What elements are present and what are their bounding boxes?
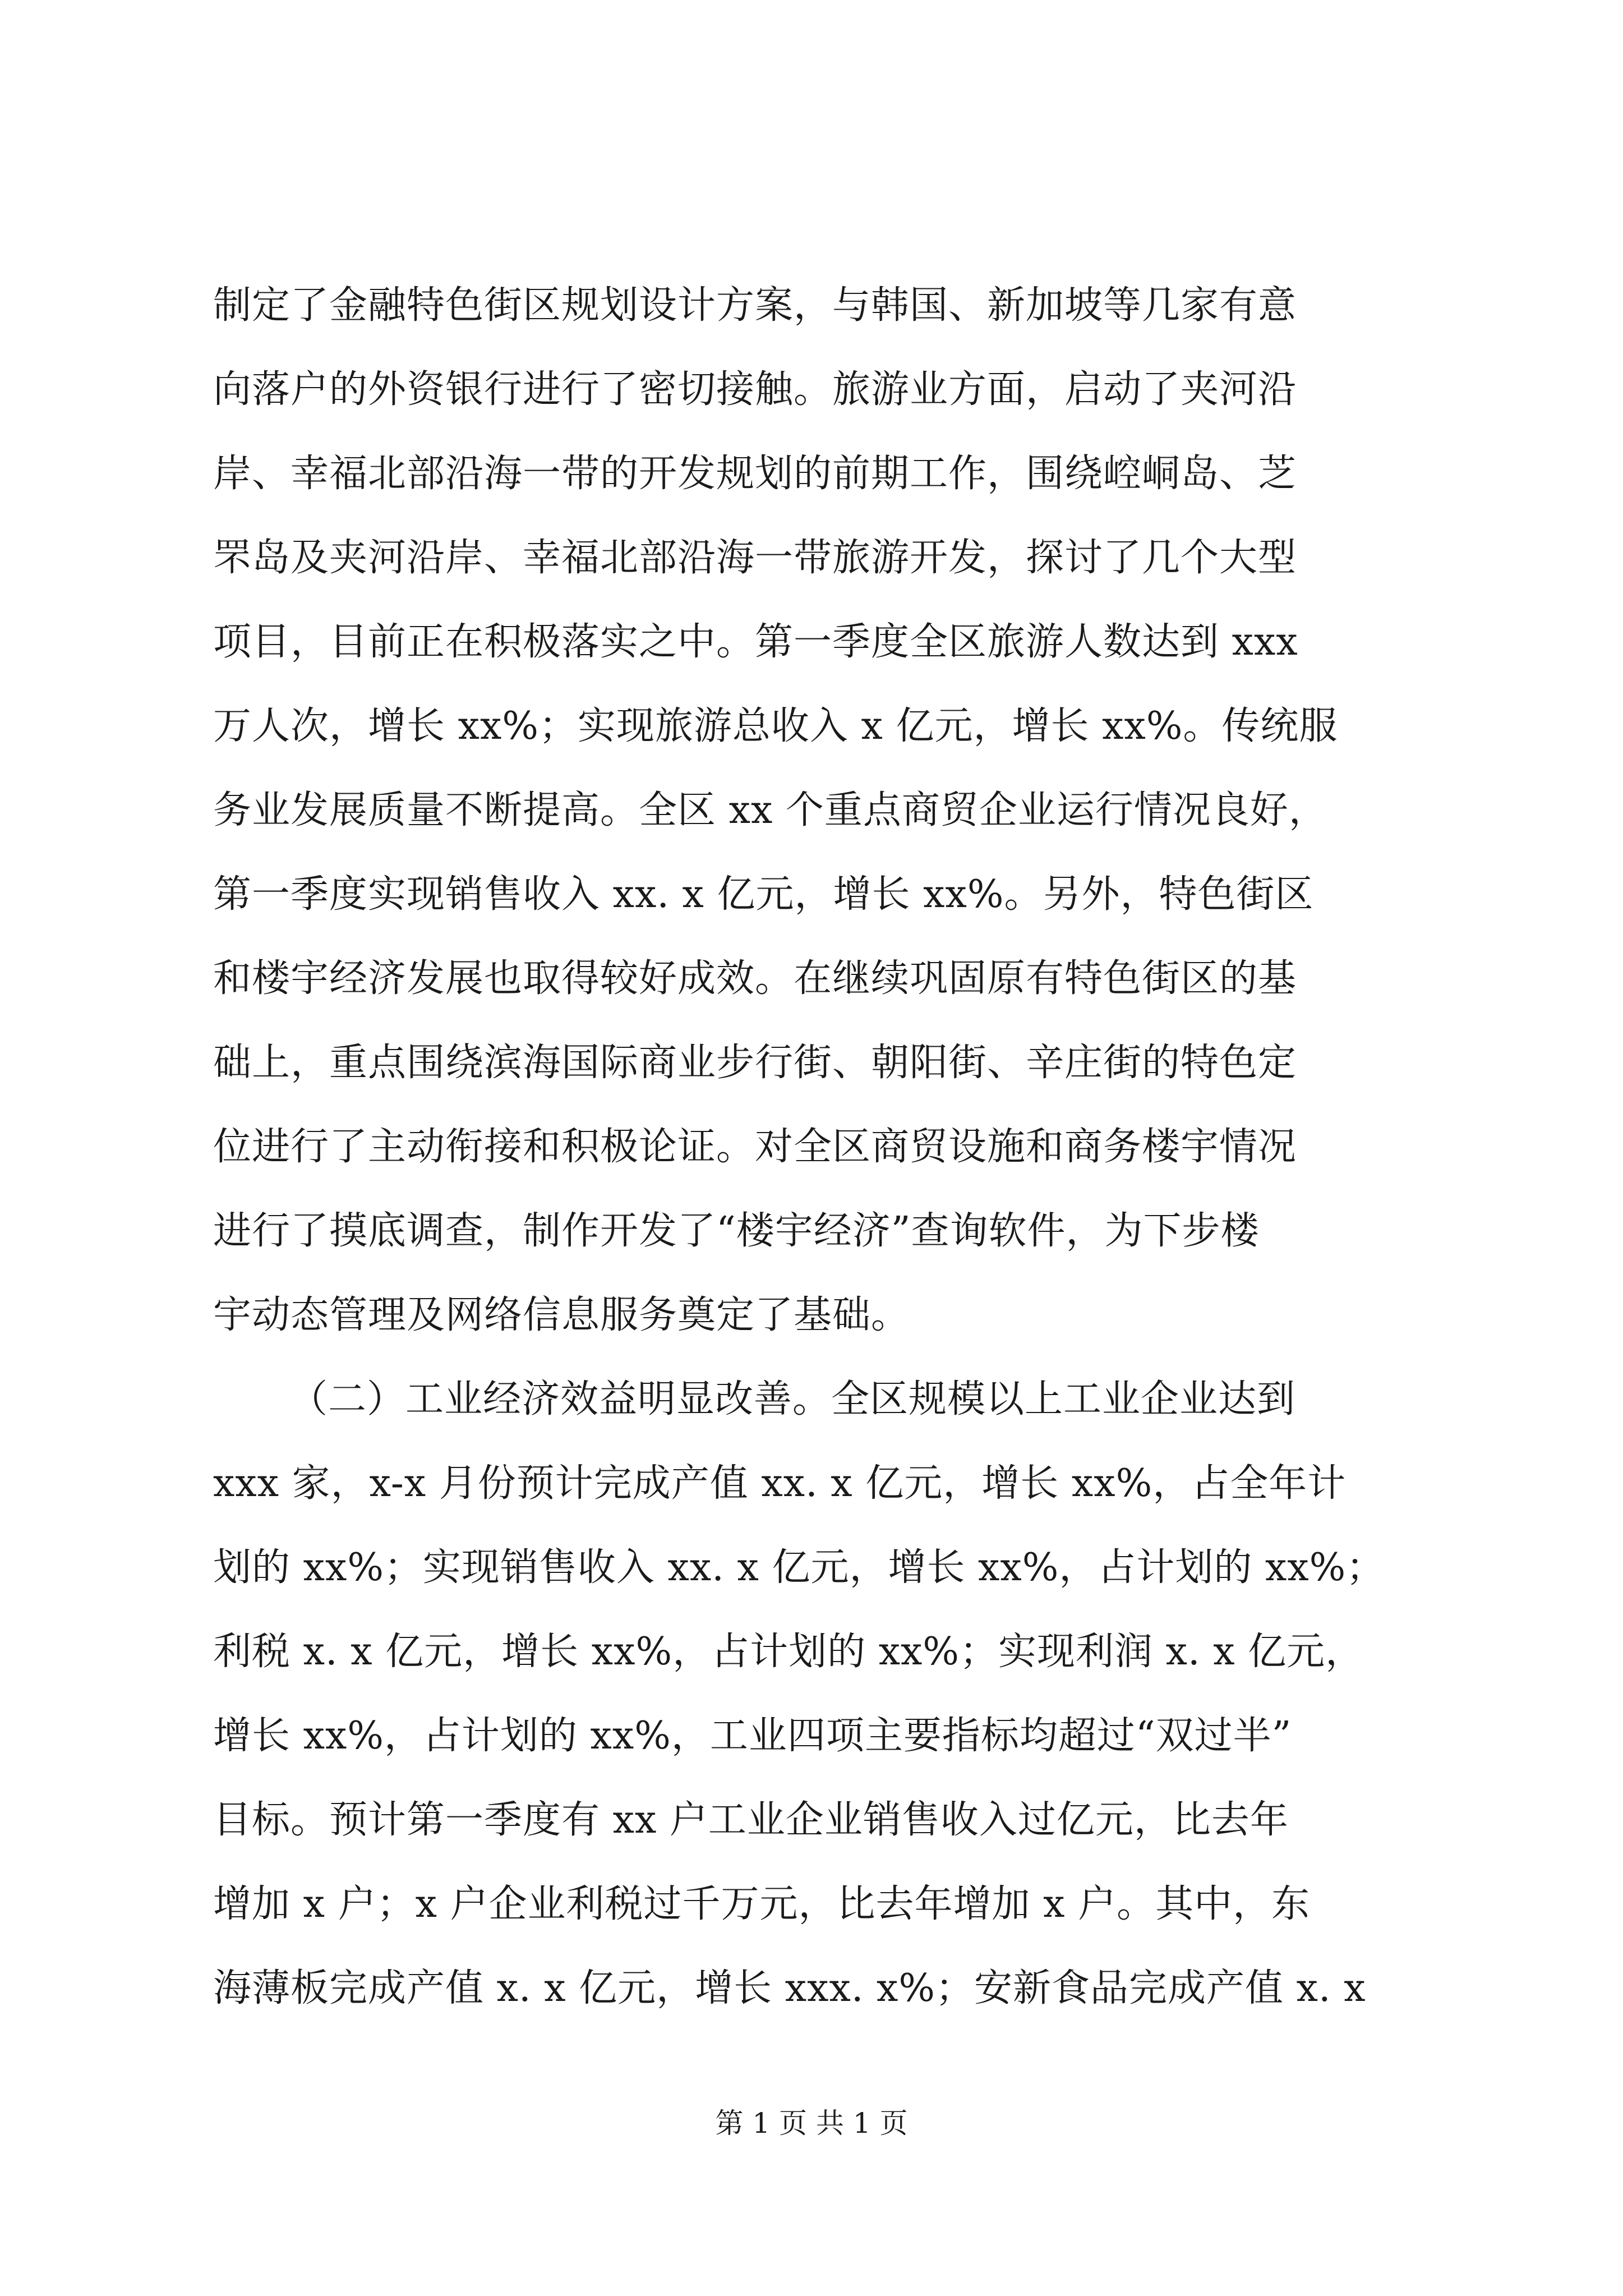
text-line: 第一季度实现销售收入 xx. x 亿元，增长 xx%。另外，特色街区 [213, 872, 1314, 917]
text-line: 进行了摸底调查，制作开发了“楼宇经济”查询软件，为下步楼 [213, 1209, 1260, 1253]
text-line: 万人次，增长 xx%；实现旅游总收入 x 亿元，增长 xx%。传统服 [213, 704, 1338, 748]
page-footer: 第 1 页 共 1 页 [715, 2107, 908, 2139]
text-line: 利税 x. x 亿元，增长 xx%，占计划的 xx%；实现利润 x. x 亿元， [213, 1630, 1364, 1674]
text-line: 划的 xx%；实现销售收入 xx. x 亿元，增长 xx%，占计划的 xx%； [213, 1545, 1385, 1590]
text-line: 宇动态管理及网络信息服务奠定了基础。 [213, 1293, 910, 1337]
text-line: 海薄板完成产值 x. x 亿元，增长 xxx. x%；安新食品完成产值 x. x [213, 1966, 1366, 2010]
text-line: 目标。预计第一季度有 xx 户工业企业销售收入过亿元，比去年 [213, 1798, 1289, 1842]
text-line: 和楼宇经济发展也取得较好成效。在继续巩固原有特色街区的基 [213, 956, 1297, 1001]
text-line: （二）工业经济效益明显改善。全区规模以上工业企业达到 [289, 1377, 1296, 1421]
text-line: 岸、幸福北部沿海一带的开发规划的前期工作，围绕崆峒岛、芝 [213, 452, 1297, 496]
text-line: 础上，重点围绕滨海国际商业步行街、朝阳街、辛庄街的特色定 [213, 1041, 1297, 1085]
text-line: 罘岛及夹河沿岸、幸福北部沿海一带旅游开发，探讨了几个大型 [213, 536, 1297, 580]
text-line: 项目，目前正在积极落实之中。第一季度全区旅游人数达到 xxx [213, 620, 1298, 664]
text-line: 增长 xx%，占计划的 xx%，工业四项主要指标均超过“双过半” [213, 1714, 1292, 1758]
text-line: 位进行了主动衔接和积极论证。对全区商贸设施和商务楼宇情况 [213, 1125, 1297, 1169]
text-line: 向落户的外资银行进行了密切接触。旅游业方面，启动了夹河沿 [213, 367, 1297, 412]
text-line: 增加 x 户；x 户企业利税过千万元，比去年增加 x 户。其中，东 [213, 1882, 1311, 1926]
body-text [213, 264, 1424, 2031]
text-line: 务业发展质量不断提高。全区 xx 个重点商贸企业运行情况良好， [213, 788, 1327, 832]
text-line: xxx 家，x-x 月份预计完成产值 xx. x 亿元，增长 xx%，占全年计 [213, 1461, 1347, 1506]
text-line: 制定了金融特色街区规划设计方案，与韩国、新加坡等几家有意 [213, 283, 1297, 328]
